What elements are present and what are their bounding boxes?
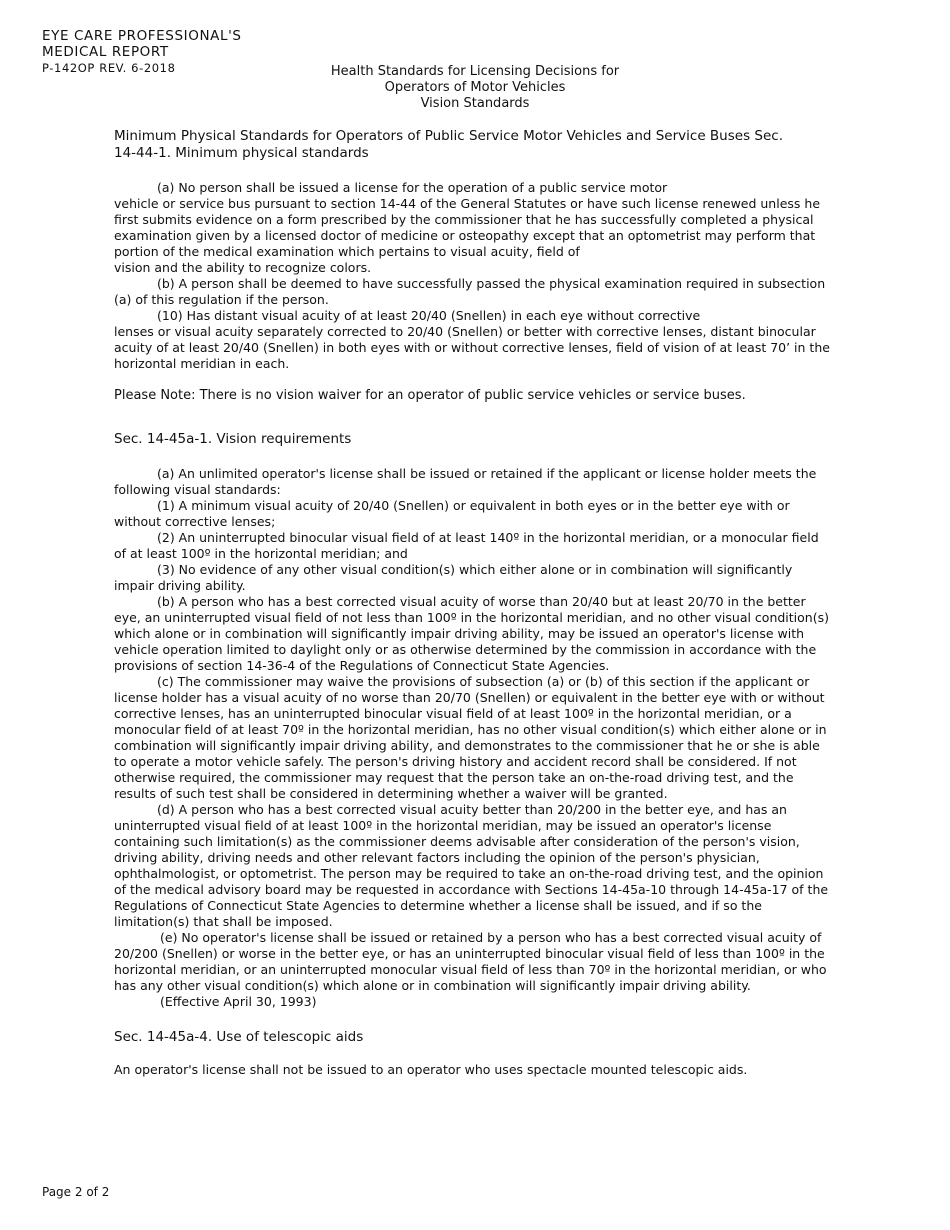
section2-para-a3: (3) No evidence of any other visual condition(s) which either alone or in combination will significantly impair driving ability. [114,561,793,593]
section1-para-a-rest: vehicle or service bus pursuant to section 14-44 of the General Statutes or have such license renewed unless he first submits evidence on a form prescribed by the commissioner that he has successfully completed a physical examination given by a licensed doctor of medicine or osteopathy except that an optometrist may perform that portion of the medical examination which pertains to visual acuity, field of [114,196,821,259]
document-header [0,64,950,112]
section2-title: Sec. 14-45a-1. Vision requirements [114,431,352,447]
vision-waiver-note: Please Note: There is no vision waiver for an operator of public service vehicles or service buses. [114,388,746,403]
section2-para-a2: (2) An uninterrupted binocular visual field of at least 140º in the horizontal meridian, or a monocular field of at least 100º in the horizontal meridian; and [114,529,819,561]
header-line1: Health Standards for Licensing Decisions for [330,64,620,79]
form-title-line1: EYE CARE PROFESSIONAL'S [42,28,242,44]
section1-para-10-first: (10) Has distant visual acuity of at least 20/40 (Snellen) in each eye without corrective [157,308,701,323]
section2-para-c: (c) The commissioner may waive the provisions of subsection (a) or (b) of this section if the applicant or license holder has a visual acuity of no worse than 20/70 (Snellen) or equivalent in the better eye with or without corrective lenses, has an uninterrupted binocular visual field of at least 100º in the horizontal meridian, or a monocular field of at least 70º in the horizontal meridian, has no other visual condition(s) which either alone or in combination will significantly impair driving ability, and demonstrates to the commissioner that he or she is able to operate a motor vehicle safely. The person's driving history and accident record shall be considered. If not otherwise required, the commissioner may request that the person take an on-the-road driving test, and the results of such test shall be considered in determining whether a waiver will be granted. [114,673,827,801]
section1-para-b: (b) A person shall be deemed to have successfully passed the physical examination required in subsection (a) of this regulation if the person. [114,276,826,307]
effective-date: (Effective April 30, 1993) [160,993,317,1009]
section2-para-a: (a) An unlimited operator's license shall be issued or retained if the applicant or license holder meets the following visual standards: [114,465,817,497]
header-line2: Operators of Motor Vehicles [384,80,566,95]
header-line3: Vision Standards [420,96,530,111]
section2-para-d: (d) A person who has a best corrected visual acuity better than 20/200 in the better eye, and has an uninterrupted visual field of at least 100º in the horizontal meridian, may be issued an operator's license containing such limitation(s) as the commissioner deems advisable after consideration of the person's vision, driving ability, driving needs and other relevant factors including the opinion of the person's physician, ophthalmologist, or optometrist. The person may be required to take an on-the-road driving test, and the opinion of the medical advisory board may be requested in accordance with Sections 14-45a-10 through 14-45a-17 of the Regulations of Connecticut State Agencies to determine whether a license shall be issued, and if so the limitation(s) that shall be imposed. [114,801,829,929]
form-code: P-142OP REV. 6-2018 [42,61,176,75]
form-title-line2: MEDICAL REPORT [42,44,169,60]
section2-para-b: (b) A person who has a best corrected visual acuity of worse than 20/40 but at least 20/70 in the better eye, an uninterrupted visual field of not less than 100º in the horizontal meridian, and no other visual condition(s) which alone or in combination will significantly impair driving ability, may be issued an operator's license with vehicle operation limited to daylight only or as otherwise determined by the commission in accordance with the provisions of section 14-36-4 of the Regulations of Connecticut State Agencies. [114,593,829,673]
section1-para-10-rest: lenses or visual acuity separately corrected to 20/40 (Snellen) or better with corrective lenses, distant binocular acuity of at least 20/40 (Snellen) in both eyes with or without corrective lenses, field of vision of at least 70’ in the horizontal meridian in each. [114,324,830,371]
form-title [42,28,242,60]
document-body [114,128,834,1078]
section2-para-a1: (1) A minimum visual acuity of 20/40 (Snellen) or equivalent in both eyes or in the better eye with or without corrective lenses; [114,497,790,529]
section1-para-a-first: (a) No person shall be issued a license for the operation of a public service motor [157,180,668,195]
section3-text: An operator's license shall not be issued to an operator who uses spectacle mounted telescopic aids. [114,1062,748,1077]
section2-para-e: (e) No operator's license shall be issued or retained by a person who has a best corrected visual acuity of 20/200 (Snellen) or worse in the better eye, or has an uninterrupted binocular visual field of less than 100º in the horizontal meridian, or an uninterrupted monocular visual field of less than 70º in the horizontal meridian, or who has any other visual condition(s) which alone or in combination will significantly impair driving ability. [114,929,827,993]
page-number: Page 2 of 2 [42,1185,110,1199]
section1-title: Minimum Physical Standards for Operators of Public Service Motor Vehicles and Service Buses Sec. 14-44-1. Minimum physical standards [114,128,783,161]
section3-title: Sec. 14-45a-4. Use of telescopic aids [114,1028,364,1045]
section1-para-a-last: vision and the ability to recognize colors. [114,260,372,275]
